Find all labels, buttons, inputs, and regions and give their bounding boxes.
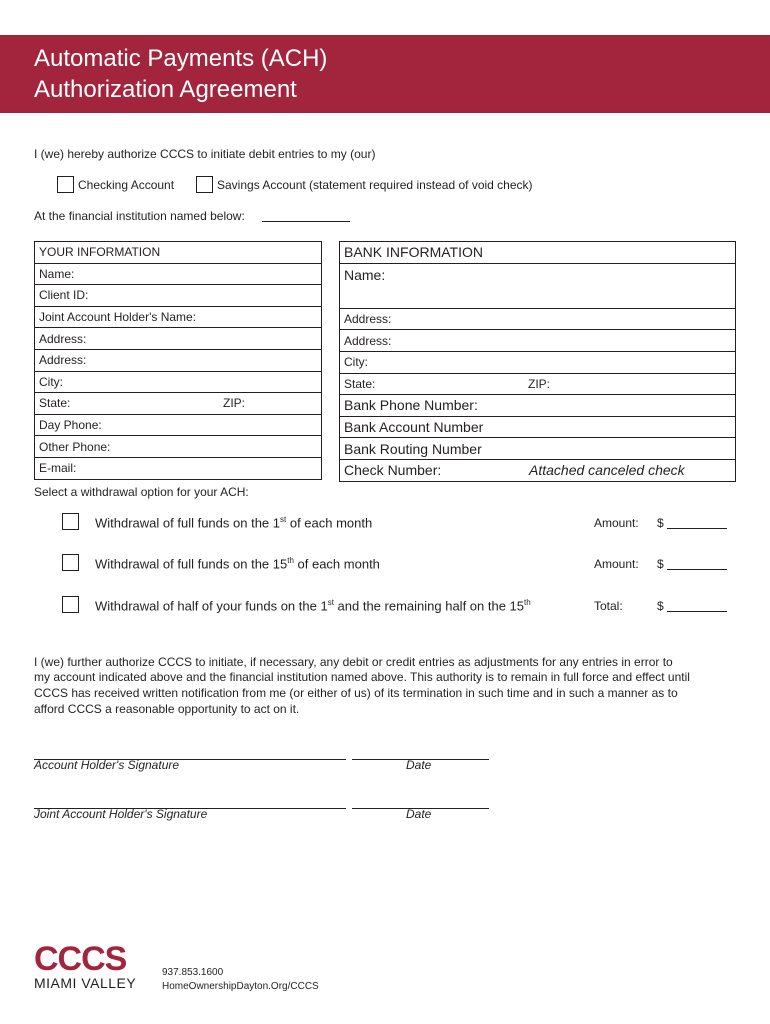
title-banner [0,35,770,113]
option-1-amount-label: Amount: [594,516,639,530]
bank-state-label: State: [344,376,376,391]
page-title-line-2: Authorization Agreement [34,76,297,103]
savings-account-checkbox[interactable] [196,176,213,193]
withdrawal-option-3-label [95,598,531,613]
check-number-field[interactable] [340,459,736,481]
withdrawal-option-2-label [95,556,380,571]
withdrawal-option-1-checkbox[interactable] [62,513,79,530]
cccs-logo [34,942,136,990]
option-3-text-a: Withdrawal of half of your funds on the 1 [95,598,328,614]
joint-holder-signature-label: Joint Account Holder's Signature [34,807,208,821]
option-2-amount-label: Amount: [594,557,639,571]
check-note: Attached canceled check [529,462,685,479]
option-2-currency: $ [657,557,664,571]
option-2-text-a: Withdrawal of full funds on the 15 [95,556,288,572]
bank-zip-label: ZIP: [528,376,551,391]
bank-city-field[interactable]: City: [340,351,736,373]
institution-blank-field[interactable] [262,207,350,222]
your-zip-label: ZIP: [223,396,246,411]
bank-information-header: BANK INFORMATION [340,242,736,264]
checking-account-label: Checking Account [78,178,175,192]
your-city-field[interactable]: City: [35,371,322,393]
bank-routing-field[interactable]: Bank Routing Number [340,438,736,460]
option-1-amount-field[interactable] [667,514,727,529]
option-3-total-field[interactable] [667,597,727,612]
option-1-currency: $ [657,516,664,530]
authorization-line-1: I (we) further authorize CCCS to initiate, if necessary, any debit or credit entries as adjustments for any entries in error to [34,655,673,669]
option-2-amount-field[interactable] [667,555,727,570]
footer-url: HomeOwnershipDayton.Org/CCCS [162,981,319,992]
your-state-zip-field[interactable] [35,393,322,415]
option-1-sup: st [280,515,287,524]
withdrawal-option-2-checkbox[interactable] [62,554,79,571]
your-state-label: State: [39,396,71,411]
bank-address-field-2[interactable]: Address: [340,330,736,352]
option-3-sup-2: th [524,598,531,607]
bank-name-field[interactable]: Name: [340,263,736,308]
footer-phone: 937.853.1600 [162,967,224,978]
option-1-text-a: Withdrawal of full funds on the 1 [95,515,280,531]
check-number-label: Check Number: [344,462,442,479]
page-title-line-1: Automatic Payments (ACH) [34,45,328,72]
your-address-field-1[interactable]: Address: [35,328,322,350]
email-field[interactable]: E-mail: [35,457,322,479]
client-id-field[interactable]: Client ID: [35,285,322,307]
cccs-logo-wordmark: CCCS [34,940,127,978]
account-holder-date-label: Date [406,758,432,772]
joint-holder-name-field[interactable]: Joint Account Holder's Name: [35,306,322,328]
savings-account-label: Savings Account (statement required instead of void check) [217,178,533,192]
day-phone-field[interactable]: Day Phone: [35,414,322,436]
withdrawal-option-1-label [95,515,372,530]
bank-address-field-1[interactable]: Address: [340,308,736,330]
your-information-header: YOUR INFORMATION [35,242,322,264]
withdrawal-option-3-checkbox[interactable] [62,596,79,613]
option-1-text-b: of each month [286,515,373,531]
intro-text: I (we) hereby authorize CCCS to initiate debit entries to my (our) [34,147,376,161]
authorization-line-3: CCCS has received written notification from me (or either of us) of its termination in such time and in such a manner as to [34,686,678,700]
checking-account-checkbox[interactable] [57,176,74,193]
option-3-total-label: Total: [594,599,623,613]
option-2-sup: th [287,556,294,565]
bank-state-zip-field[interactable] [340,373,736,395]
option-3-sup: st [327,598,334,607]
authorization-line-2: my account indicated above and the financial institution named above. This authority is to remain in full force and effect until [34,670,690,684]
option-3-currency: $ [657,599,664,613]
your-address-field-2[interactable]: Address: [35,349,322,371]
bank-information-table [339,241,736,482]
bank-phone-field[interactable]: Bank Phone Number: [340,395,736,417]
bank-account-field[interactable]: Bank Account Number [340,416,736,438]
your-information-table [34,241,322,480]
your-name-field[interactable]: Name: [35,263,322,285]
other-phone-field[interactable]: Other Phone: [35,436,322,458]
cccs-logo-subtitle: MIAMI VALLEY [34,975,137,991]
account-holder-signature-label: Account Holder's Signature [34,758,180,772]
joint-holder-date-label: Date [406,807,432,821]
option-2-text-b: of each month [293,556,380,572]
option-3-text-b: and the remaining half on the 15 [333,598,525,614]
authorization-line-4: afford CCCS a reasonable opportunity to act on it. [34,702,300,716]
withdrawal-prompt: Select a withdrawal option for your ACH: [34,485,249,499]
institution-text: At the financial institution named below: [34,209,245,223]
